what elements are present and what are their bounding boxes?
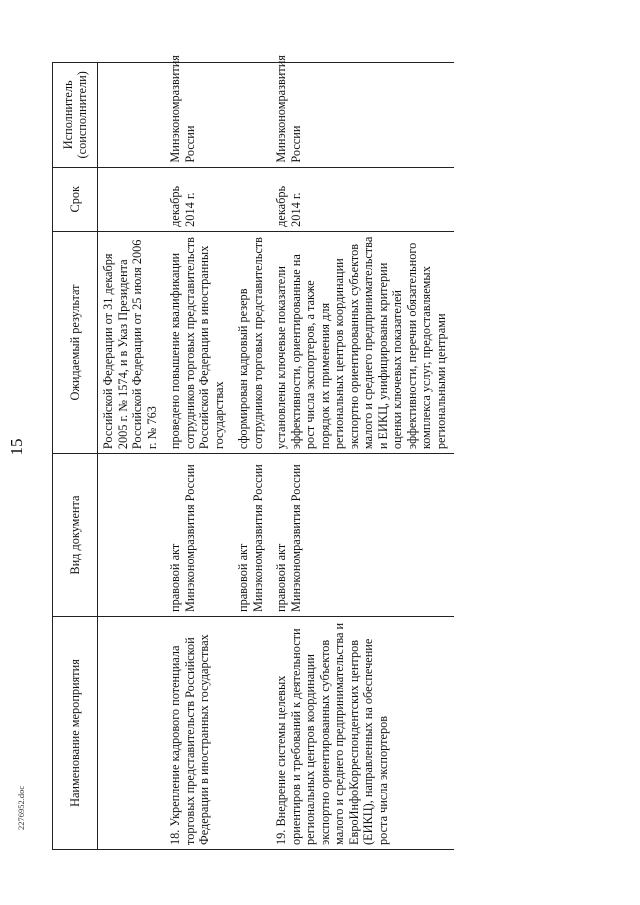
rotated-page <box>52 55 640 845</box>
table-row-item-18-b <box>232 63 271 850</box>
cell-empty <box>232 617 271 850</box>
header-deadline: Срок <box>53 167 98 231</box>
cell-item-19-doc-type: правовой акт Минэкономразвития России <box>271 454 454 617</box>
cell-item-18-deadline: декабрь 2014 г. <box>165 167 232 231</box>
cell-empty <box>98 167 166 231</box>
landscape-content <box>52 55 618 850</box>
table-header-row <box>53 63 98 850</box>
cell-item-19-name: 19. Внедрение системы целевых ориентиров и требований к деятельности региональных центров координации экспортно ориентированных субъектов малого и среднего предпринимательства и ЕвроИнфоКорреспондентских центров (ЕИКЦ), направленных на обеспечение роста числа экспортеров <box>271 617 454 850</box>
header-name: Наименование мероприятия <box>53 617 98 850</box>
cell-empty <box>98 617 166 850</box>
cell-empty <box>232 63 271 168</box>
cell-item-19-result: установлены ключевые показатели эффективности, ориентированные на рост числа экспортеров, а также порядок их применения для региональных центров координации экспортно ориентированных субъектов малого и среднего предпринимательства и ЕИКЦ, унифицированы критерии оценки ключевых показателей эффективности, перечни обязательного комплекса услуг, предоставляемых региональными центрами <box>271 231 454 453</box>
cell-empty <box>232 167 271 231</box>
measures-table <box>52 55 454 850</box>
cell-empty <box>98 63 166 168</box>
cell-item-18-doc-type-b: правовой акт Минэкономразвития России <box>232 454 271 617</box>
cell-item-19-deadline: декабрь 2014 г. <box>271 167 454 231</box>
document-footer: 2276952.doc <box>16 785 26 830</box>
table-row-continuation <box>98 63 166 850</box>
page-number: 15 <box>7 438 26 456</box>
cell-item-19-executor: Минэкономразвития России <box>271 63 454 168</box>
table-row-item-18 <box>165 63 232 850</box>
cell-empty <box>98 454 166 617</box>
cell-result-continuation: Российской Федерации от 31 декабря 2005 г. № 1574, и в Указ Президента Российской Федерации от 25 июля 2006 г. № 763 <box>98 231 166 453</box>
cell-item-18-doc-type: правовой акт Минэкономразвития России <box>165 454 232 617</box>
header-doc-type: Вид документа <box>53 454 98 617</box>
cell-item-18-executor: Минэкономразвития России <box>165 63 232 168</box>
header-executor: Исполнитель (соисполнители) <box>53 63 98 168</box>
header-result: Ожидаемый результат <box>53 231 98 453</box>
cell-item-18-name: 18. Укрепление кадрового потенциала торговых представительств Российской Федерации в иностранных государствах <box>165 617 232 850</box>
table-row-item-19 <box>271 63 454 850</box>
cell-item-18-result: проведено повышение квалификации сотрудников торговых представительств Российской Федерации в иностранных государствах <box>165 231 232 453</box>
cell-item-18-result-b: сформирован кадровый резерв сотрудников торговых представительств <box>232 231 271 453</box>
